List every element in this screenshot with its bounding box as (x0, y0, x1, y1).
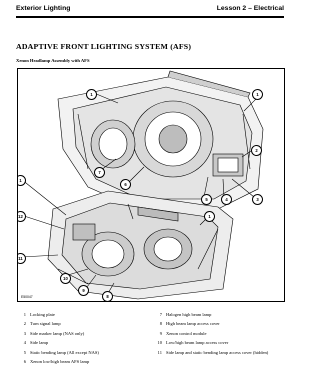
callout-1-top-left: 1 (86, 89, 97, 100)
legend-number: 8 (159, 321, 162, 327)
legend-item (16, 312, 152, 321)
headlamp-illustration (17, 68, 285, 302)
callout-12: 12 (17, 211, 26, 222)
callout-1-top-right: 1 (252, 89, 263, 100)
legend-number: 3 (23, 330, 26, 336)
header-rule (16, 16, 284, 18)
callout-11: 11 (17, 253, 26, 264)
legend-text: Side lamp and static bending lamp access cover (hidden) (166, 349, 269, 355)
legend-text: Side marker lamp (NAS only) (30, 330, 85, 336)
legend-item (152, 340, 288, 349)
legend-item (152, 312, 288, 321)
callout-4: 4 (221, 194, 232, 205)
callout-9: 9 (78, 285, 89, 296)
legend-text: Halogen high beam lamp (166, 312, 212, 317)
callout-5: 5 (201, 194, 212, 205)
callout-8: 8 (102, 291, 113, 302)
callout-2: 2 (251, 145, 262, 156)
legend-text: Turn signal lamp (30, 321, 61, 327)
legend-text: High beam lamp access cover (166, 321, 220, 327)
callout-3: 3 (252, 194, 263, 205)
section-title: Exterior Lighting (16, 5, 71, 12)
callout-10: 10 (60, 273, 71, 284)
legend-left (16, 312, 152, 368)
legend-item (16, 340, 152, 349)
legend-item (16, 331, 152, 340)
legend-item (152, 350, 288, 359)
figure-subtitle: Xenon Headlamp Assembly with AFS (16, 58, 90, 63)
legend-item (152, 321, 288, 330)
legend-number: 9 (159, 330, 162, 336)
legend-number: 2 (23, 321, 26, 327)
legend-text: Static bending lamp (All except NAS) (30, 349, 99, 355)
callout-6: 6 (120, 179, 131, 190)
legend-text: Xenon low/high beam AFS lamp (30, 358, 90, 364)
page-title: ADAPTIVE FRONT LIGHTING SYSTEM (AFS) (16, 42, 192, 51)
callout-1-middle-right: 1 (204, 211, 215, 222)
legend-text: Locking plate (30, 312, 55, 317)
legend-item (16, 350, 152, 359)
legend-number: 1 (23, 312, 26, 317)
legend-text: Side lamp (30, 340, 49, 346)
legend-item (16, 321, 152, 330)
legend-right (152, 312, 288, 359)
legend-text: Xenon control module (166, 330, 207, 336)
figure-id: E50047 (21, 295, 33, 299)
legend-text: Low/high beam lamp access cover (166, 340, 229, 346)
legend-number: 11 (157, 349, 162, 355)
legend-number: 7 (159, 312, 162, 317)
lesson-title: Lesson 2 – Electrical (216, 5, 284, 12)
legend-item (16, 359, 152, 368)
legend-number: 4 (23, 340, 26, 346)
legend-number: 6 (23, 358, 26, 364)
headlamp-drawing (18, 69, 284, 301)
callout-7: 7 (94, 167, 105, 178)
legend-number: 10 (157, 340, 162, 346)
callout-1-left: 1 (17, 175, 26, 186)
legend-number: 5 (23, 349, 26, 355)
legend-item (152, 331, 288, 340)
